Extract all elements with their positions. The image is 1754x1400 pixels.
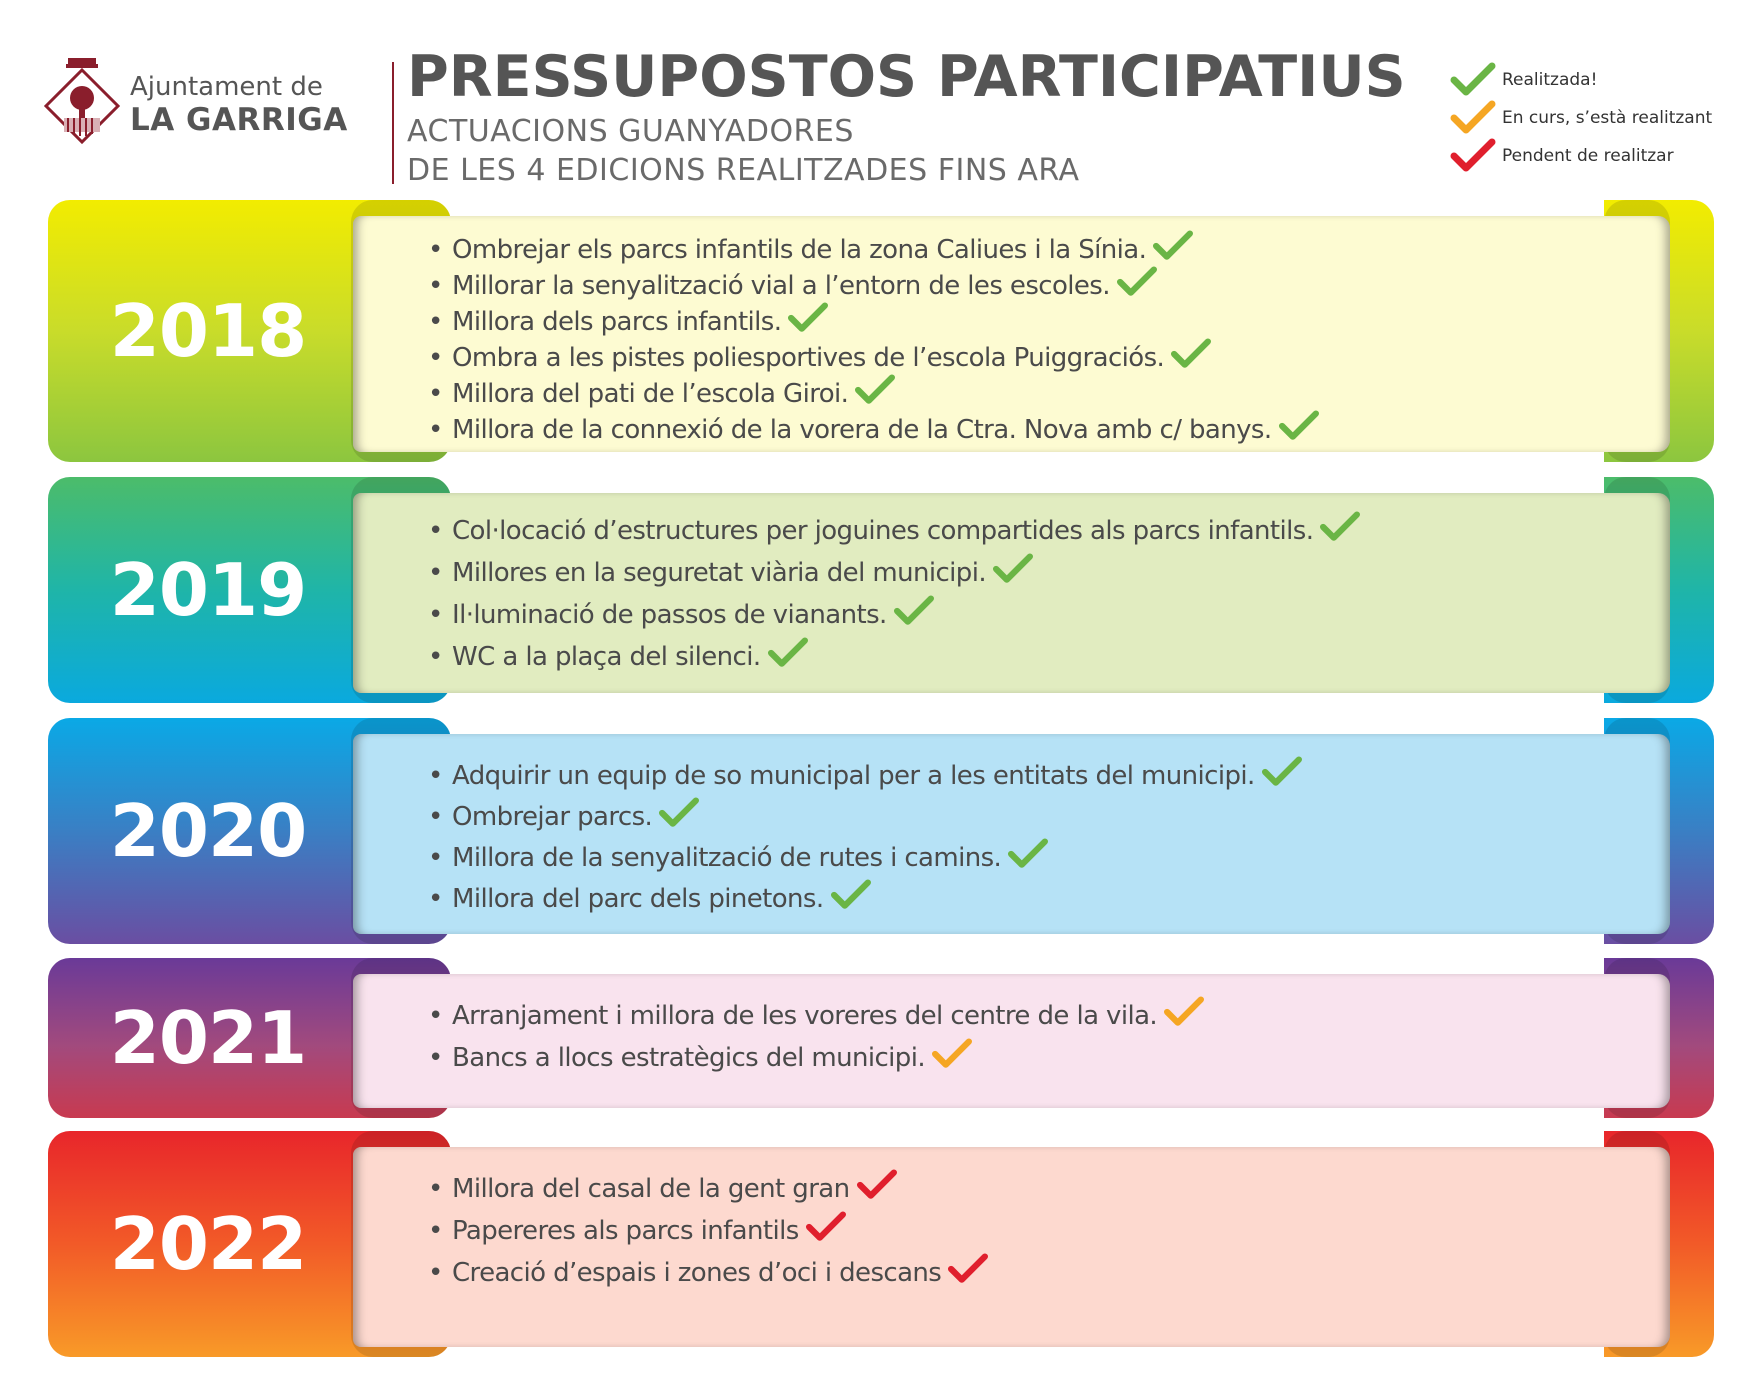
action-item (428, 1038, 973, 1073)
check-green-icon (1450, 62, 1496, 98)
bullet: • (428, 415, 443, 445)
header-divider (392, 62, 394, 184)
action-item (428, 797, 700, 832)
bullet: • (428, 1043, 443, 1073)
action-item (428, 996, 1205, 1031)
bullet: • (428, 1001, 443, 1031)
bullet: • (428, 516, 443, 546)
action-item-text: WC a la plaça del silenci. (452, 642, 761, 672)
action-item (428, 756, 1303, 791)
action-item (428, 338, 1212, 373)
action-item (428, 838, 1049, 873)
action-item (428, 1169, 898, 1204)
bullet: • (428, 761, 443, 791)
check-done-icon (1278, 410, 1320, 442)
action-item (428, 553, 1034, 588)
bullet: • (428, 558, 443, 588)
bullet: • (428, 802, 443, 832)
action-item-text: Millores en la seguretat viària del municipi. (452, 558, 986, 588)
action-item-text: Millora dels parcs infantils. (452, 307, 782, 337)
bullet: • (428, 884, 443, 914)
edition-year: 2019 (109, 548, 307, 632)
edition-year: 2018 (109, 289, 307, 373)
check-in-progress-icon (1163, 996, 1205, 1028)
action-item (428, 511, 1361, 546)
bullet: • (428, 1174, 443, 1204)
bullet: • (428, 271, 443, 301)
action-item-text: Il·luminació de passos de vianants. (452, 600, 887, 630)
action-item (428, 1253, 989, 1288)
action-item-text: Millora del parc dels pinetons. (452, 884, 824, 914)
check-done-icon (893, 595, 935, 627)
coat-of-arms-icon (44, 58, 120, 148)
check-done-icon (830, 879, 872, 911)
action-item-text: Millora de la senyalització de rutes i camins. (452, 843, 1002, 873)
action-item (428, 374, 896, 409)
action-item-text: Bancs a llocs estratègics del municipi. (452, 1043, 925, 1073)
legend-label-pending: Pendent de realitzar (1502, 146, 1674, 166)
check-done-icon (854, 374, 896, 406)
action-item-text: Creació d’espais i zones d’oci i descans (452, 1258, 942, 1288)
page-title: PRESSUPOSTOS PARTICIPATIUS (407, 44, 1406, 110)
check-in-progress-icon (931, 1038, 973, 1070)
action-item-text: Ombrejar els parcs infantils de la zona Caliues i la Sínia. (452, 235, 1147, 265)
legend-item-in-progress (1450, 100, 1750, 134)
legend-item-done (1450, 62, 1750, 96)
action-item (428, 266, 1158, 301)
edition-2020 (48, 718, 1714, 944)
bullet: • (428, 642, 443, 672)
legend-item-pending (1450, 138, 1750, 172)
action-item-text: Millora del pati de l’escola Giroi. (452, 379, 849, 409)
bullet: • (428, 1258, 443, 1288)
action-item-text: Millorar la senyalització vial a l’entorn de les escoles. (452, 271, 1110, 301)
logo-line-1: Ajuntament de (130, 72, 323, 102)
action-item (428, 879, 872, 914)
legend-label-in-progress: En curs, s’està realitzant (1502, 108, 1713, 128)
check-done-icon (1170, 338, 1212, 370)
check-pending-icon (947, 1253, 989, 1285)
action-item-text: Ombra a les pistes poliesportives de l’escola Puiggraciós. (452, 343, 1165, 373)
action-item (428, 410, 1320, 445)
action-item (428, 1211, 847, 1246)
subtitle-line-2: DE LES 4 EDICIONS REALITZADES FINS ARA (407, 153, 1080, 188)
check-pending-icon (856, 1169, 898, 1201)
action-item-text: Millora de la connexió de la vorera de la Ctra. Nova amb c/ banys. (452, 415, 1272, 445)
subtitle-line-1: ACTUACIONS GUANYADORES (407, 114, 854, 149)
bullet: • (428, 235, 443, 265)
action-item-text: Arranjament i millora de les voreres del centre de la vila. (452, 1001, 1158, 1031)
edition-2019 (48, 477, 1714, 703)
check-done-icon (1152, 230, 1194, 262)
action-item-text: Adquirir un equip de so municipal per a les entitats del municipi. (452, 761, 1255, 791)
action-item-text: Papereres als parcs infantils (452, 1216, 799, 1246)
edition-2018 (48, 200, 1714, 462)
action-item (428, 595, 935, 630)
bullet: • (428, 343, 443, 373)
check-done-icon (1116, 266, 1158, 298)
bullet: • (428, 843, 443, 873)
check-done-icon (658, 797, 700, 829)
action-item (428, 230, 1194, 265)
check-done-icon (1319, 511, 1361, 543)
check-done-icon (767, 637, 809, 669)
legend-label-done: Realitzada! (1502, 70, 1598, 90)
check-done-icon (1007, 838, 1049, 870)
action-item-text: Ombrejar parcs. (452, 802, 653, 832)
check-orange-icon (1450, 100, 1496, 136)
edition-year: 2021 (109, 996, 307, 1080)
bullet: • (428, 1216, 443, 1246)
check-done-icon (787, 302, 829, 334)
check-done-icon (1261, 756, 1303, 788)
action-item (428, 302, 829, 337)
edition-2022 (48, 1131, 1714, 1357)
municipal-logo (44, 58, 354, 148)
action-item-text: Col·locació d’estructures per joguines compartides als parcs infantils. (452, 516, 1314, 546)
action-item (428, 637, 809, 672)
check-done-icon (992, 553, 1034, 585)
edition-year: 2020 (109, 789, 307, 873)
check-red-icon (1450, 138, 1496, 174)
action-item-text: Millora del casal de la gent gran (452, 1174, 850, 1204)
bullet: • (428, 307, 443, 337)
edition-year: 2022 (109, 1202, 307, 1286)
edition-2021 (48, 958, 1714, 1118)
bullet: • (428, 600, 443, 630)
check-pending-icon (805, 1211, 847, 1243)
bullet: • (428, 379, 443, 409)
logo-line-2: LA GARRIGA (130, 102, 348, 138)
